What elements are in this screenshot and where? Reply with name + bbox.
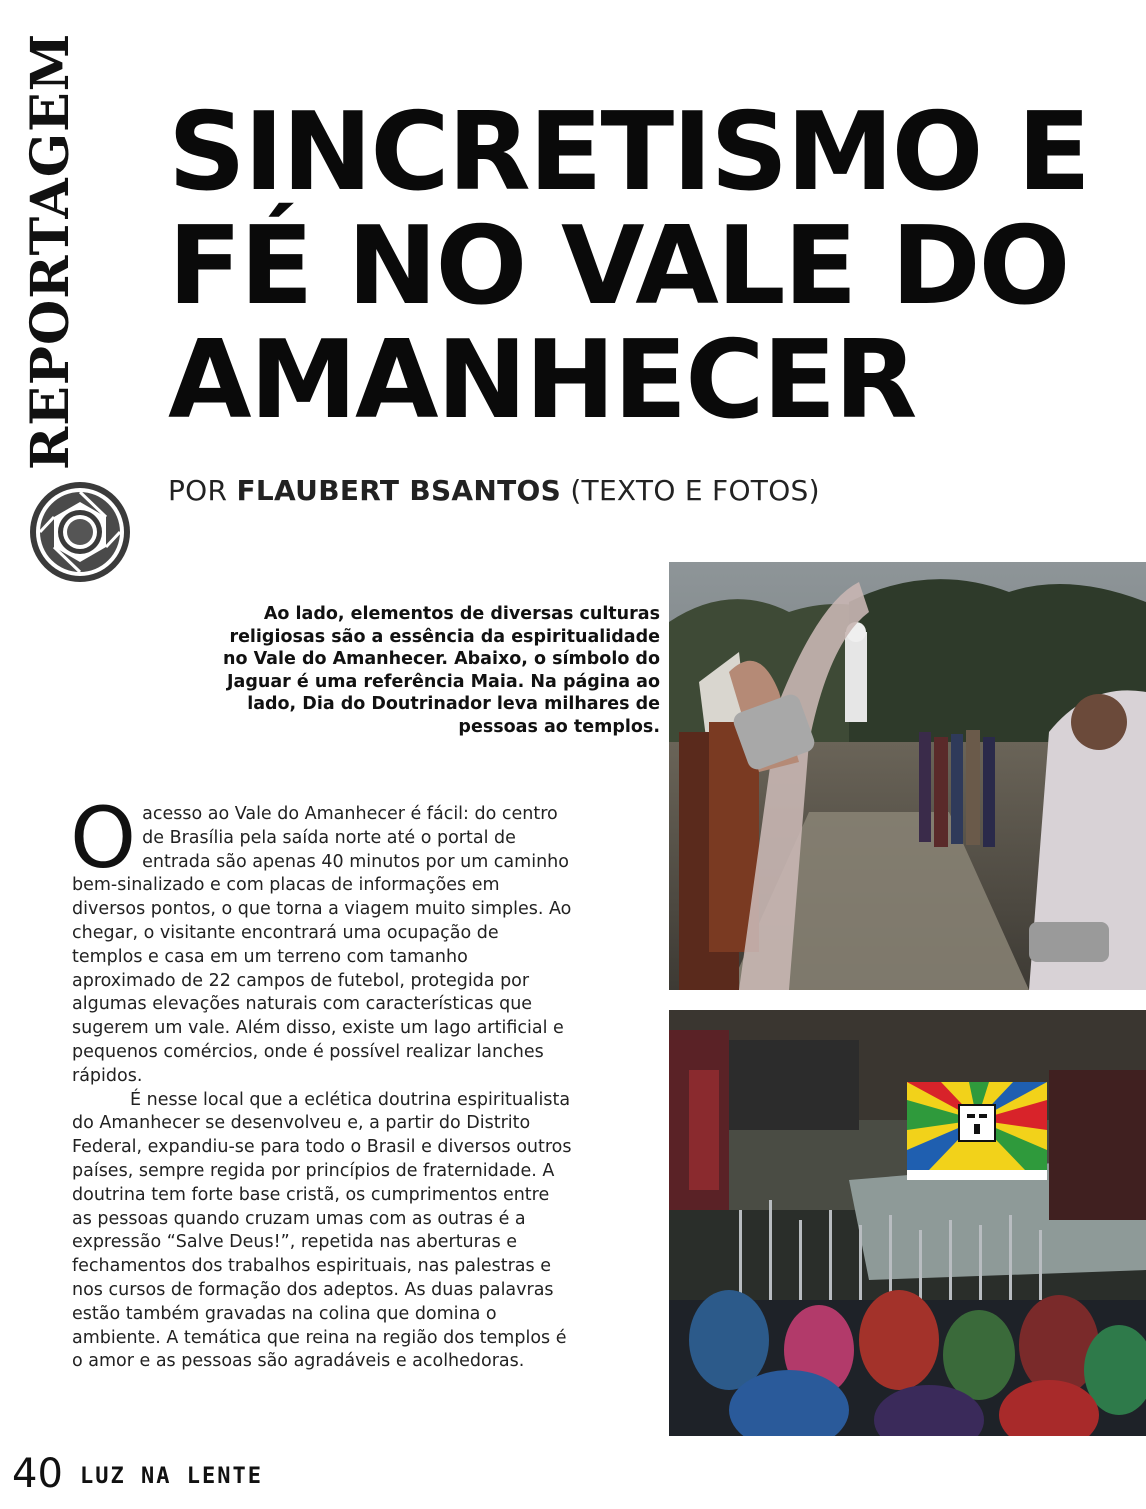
byline-suffix: (TEXTO E FOTOS) xyxy=(570,474,820,507)
section-label: REPORTAGEM xyxy=(20,32,81,470)
title-line-2: FÉ NO VALE DO xyxy=(168,204,1069,329)
photo-ceremony-illustration xyxy=(669,562,1146,990)
title-line-3: AMANHECER xyxy=(168,318,916,443)
body-paragraph: É nesse local que a eclética doutrina espiritualista do Amanhecer se desenvolveu e, a partir do Distrito Federal, expandiu-se para todo o Brasil e diversos outros países, sempre regida por princípios de fraternidade. A doutrina tem forte base cristã, os cumprimentos entre as pessoas quando cruzam umas com as outras é a expressão “Salve Deus!”, repetida nas aberturas e fechamentos dos trabalhos espirituais, nas palestras e nos cursos de formação dos adeptos. As duas palavras estão também gravadas na colina que domina o ambiente. A temática que reina na região dos templos é o amor e as pessoas são agradáveis e acolhedoras. xyxy=(72,1089,572,1372)
jaguar-symbol-banner xyxy=(907,1082,1047,1180)
camera-aperture-icon xyxy=(28,480,132,584)
photo-ceremony-procession xyxy=(669,562,1146,990)
byline-prefix: POR xyxy=(168,474,228,507)
title-line-1: SINCRETISMO E xyxy=(168,90,1089,215)
photo-caption: Ao lado, elementos de diversas culturas religiosas são a essência da espiritualidade no Vale do Amanhecer. Abaixo, o símbolo do Jaguar é uma referência Maia. Na página ao lado, Dia do Doutrinador leva milhares de pessoas ao templos. xyxy=(223,604,660,737)
magazine-name: LUZ NA LENTE xyxy=(80,1464,263,1489)
byline-author: FLAUBERT BSANTOS xyxy=(236,474,562,507)
photo-jaguar-symbol xyxy=(669,1010,1146,1436)
article-body xyxy=(70,789,572,1374)
page-number: 40 xyxy=(12,1451,63,1497)
byline xyxy=(168,474,820,507)
paragraph-1-text: acesso ao Vale do Amanhecer é fácil: do centro de Brasília pela saída norte até o portal de entrada são apenas 40 minutos por um caminho bem-sinalizado e com placas de informações em diversos pontos, o que torna a viagem muito simples. Ao chegar, o visitante encontrará uma ocupação de templos e casa em um terreno com tamanho aproximado de 22 campos de futebol, protegida por algumas elevações naturais com características que sugerem um vale. Além disso, existe um lago artificial e pequenos comércios, onde é possível realizar lanches rápidos. xyxy=(72,804,572,1086)
drop-cap: O xyxy=(70,789,137,887)
body-paragraph xyxy=(70,789,572,1089)
photo-jaguar-illustration xyxy=(669,1010,1146,1436)
article-title xyxy=(168,90,1089,443)
